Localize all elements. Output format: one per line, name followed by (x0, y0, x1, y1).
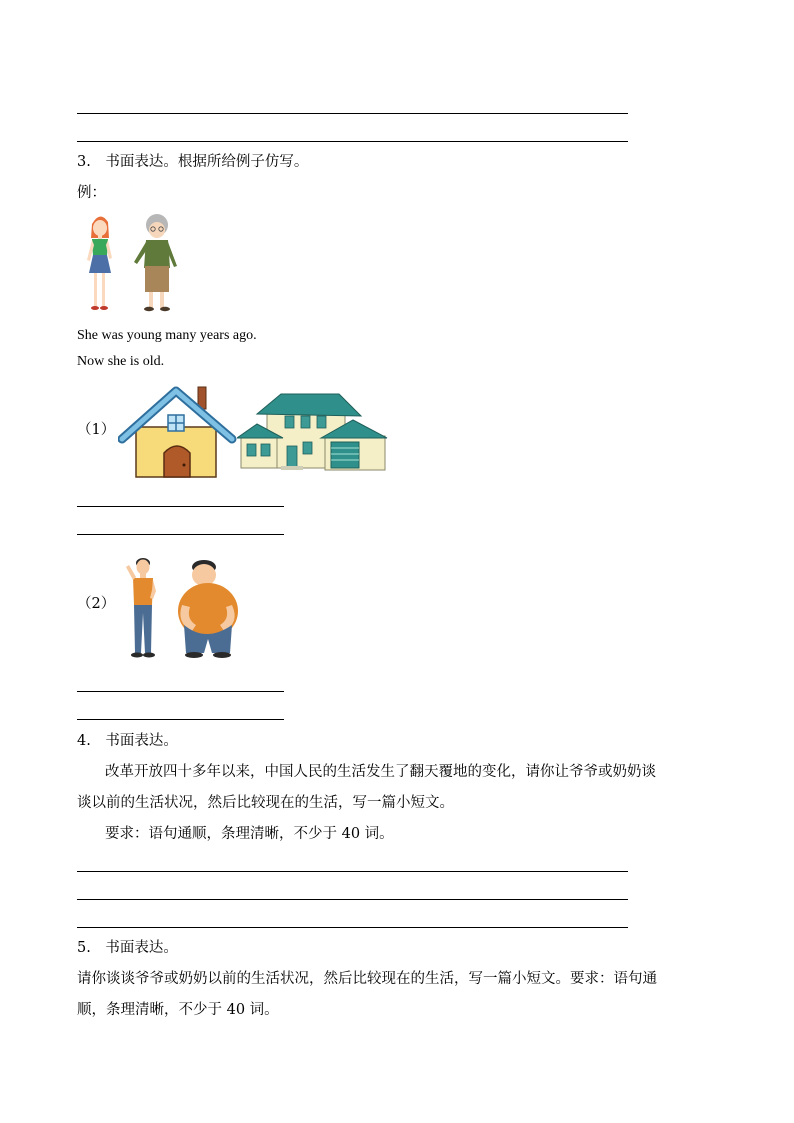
answer-line[interactable] (77, 113, 628, 114)
answer-line[interactable] (77, 506, 284, 507)
answer-line[interactable] (77, 899, 628, 900)
villa-house-illustration (237, 390, 389, 474)
young-old-woman-illustration (78, 208, 188, 318)
answer-line[interactable] (77, 141, 628, 142)
thin-fat-man-illustration (118, 553, 246, 661)
q4-body-line-1: 改革开放四十多年以来，中国人民的生活发生了翻天覆地的变化，请你让爷爷或奶奶谈 (105, 764, 656, 780)
q5-body-line-2: 顺，条理清晰，不少于 40 词。 (77, 1002, 279, 1018)
answer-line[interactable] (77, 719, 284, 720)
small-house-illustration (118, 383, 238, 479)
q3-example-sentence-1: She was young many years ago. (77, 328, 257, 343)
q3-heading: 3. 书面表达。根据所给例子仿写。 (77, 154, 309, 170)
q4-body-line-2: 谈以前的生活状况，然后比较现在的生活，写一篇小短文。 (77, 795, 454, 811)
q4-heading: 4. 书面表达。 (77, 733, 178, 749)
answer-line[interactable] (77, 871, 628, 872)
answer-line[interactable] (77, 691, 284, 692)
q5-body-line-1: 请你谈谈爷爷或奶奶以前的生活状况，然后比较现在的生活，写一篇小短文。要求：语句通 (77, 971, 657, 987)
answer-line[interactable] (77, 927, 628, 928)
young-woman-figure (87, 216, 112, 310)
q3-example-sentence-2: Now she is old. (77, 354, 165, 369)
q3-item1-label: （1） (77, 422, 116, 438)
q5-heading: 5. 书面表达。 (77, 940, 178, 956)
answer-line[interactable] (77, 534, 284, 535)
fat-man-figure (178, 560, 238, 658)
q4-requirement: 要求：语句通顺，条理清晰，不少于 40 词。 (105, 826, 394, 842)
q3-example-label: 例： (77, 185, 106, 201)
thin-man-figure (126, 558, 156, 658)
q3-item2-label: （2） (77, 596, 116, 612)
old-woman-figure (134, 214, 177, 311)
